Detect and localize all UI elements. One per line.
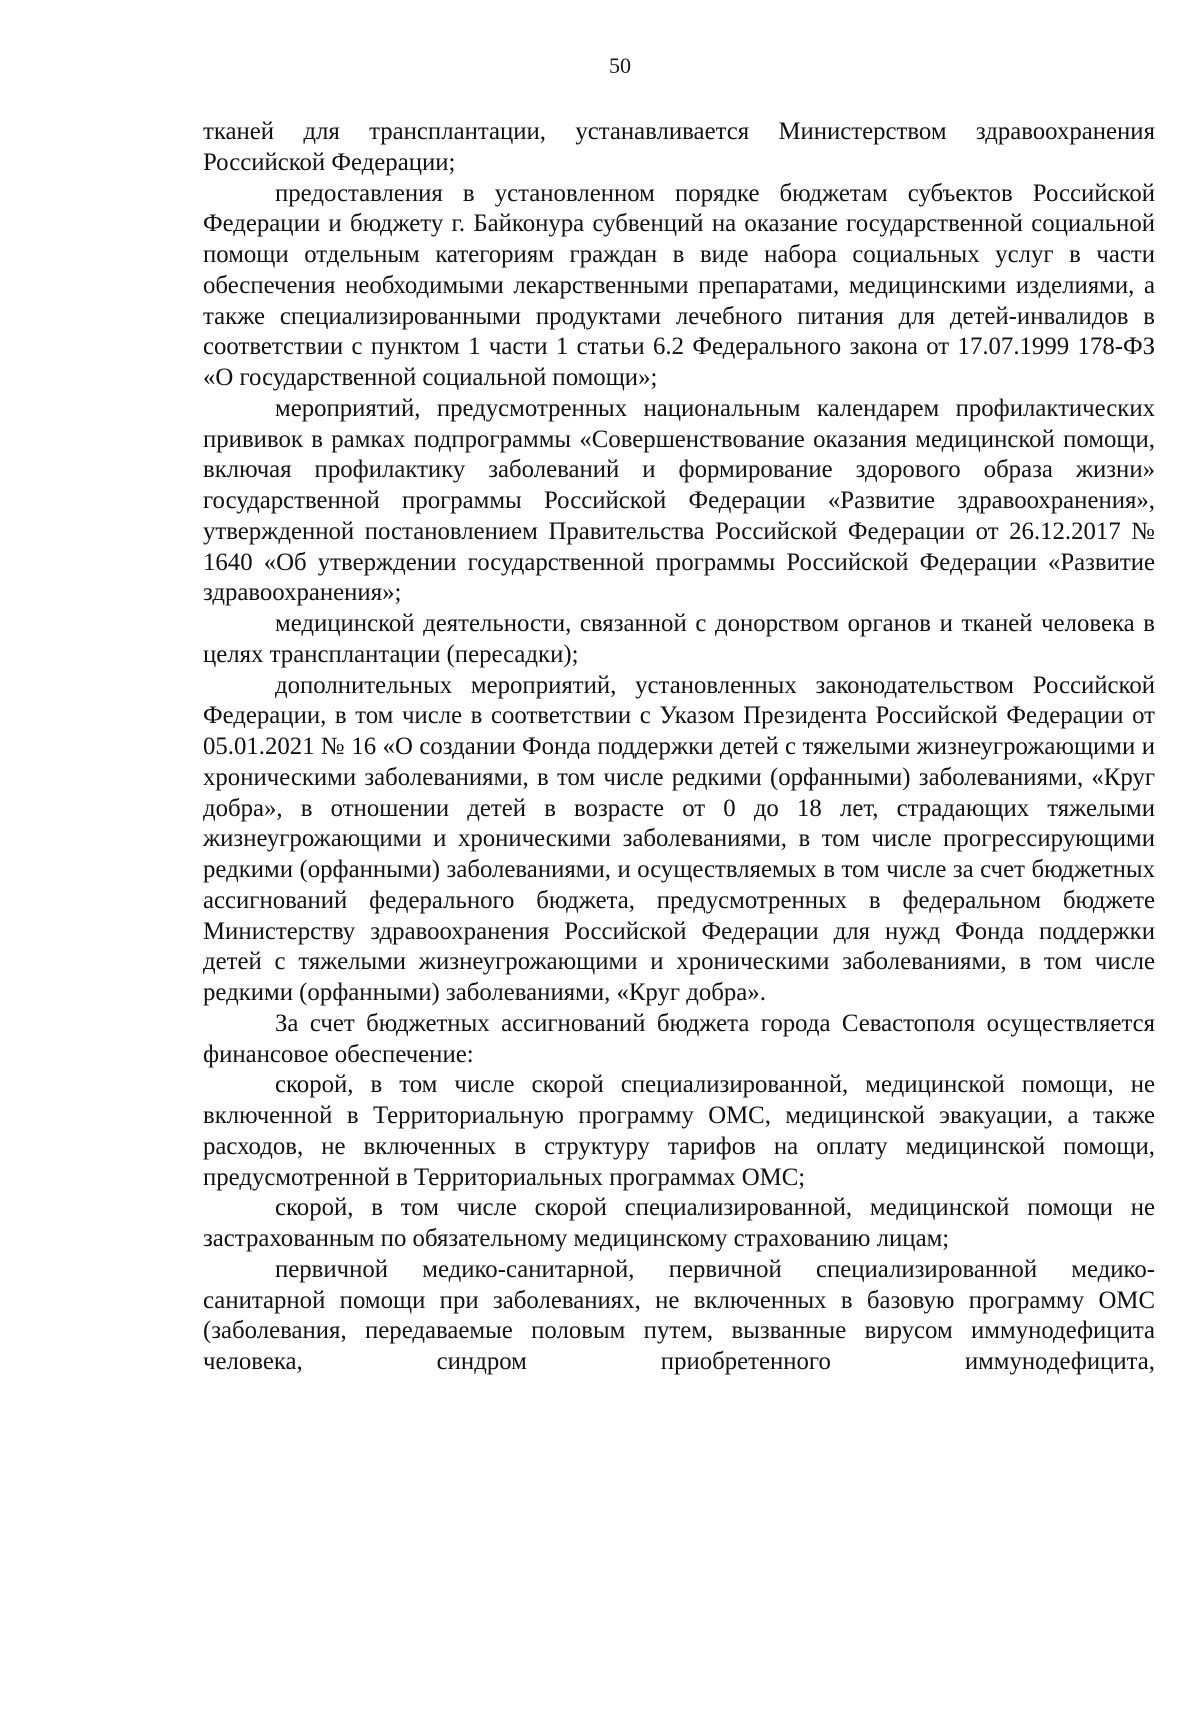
paragraph-uninsured-care: скорой, в том числе скорой специализированной, медицинской помощи не застрахованным по обязательному медицинскому страхованию лицам; xyxy=(203,1194,1155,1252)
paragraph-sevastopol-budget: За счет бюджетных ассигнований бюджета города Севастополя осуществляется финансовое обеспечение: xyxy=(203,1009,1155,1068)
paragraph-subventions: предоставления в установленном порядке бюджетам субъектов Российской Федерации и бюджету г. Байконура субвенций на оказание государственной социальной помощи отдельным категориям граждан в виде набора социальных услуг в части обеспечения необходимыми лекарственными препаратами, медицинскими изделиями, а также специализированными продуктами лечебного питания для детей-инвалидов в соответствии с пунктом 1 части 1 статьи 6.2 Федерального закона от 17.07.1999 178-ФЗ «О государственной социальной помощи»; xyxy=(203,179,1155,391)
paragraph-additional-measures: дополнительных мероприятий, установленных законодательством Российской Федерации, в том числе в соответствии с Указом Президента Российской Федерации от 05.01.2021 № 16 «О создании Фонда поддержки детей с тяжелыми жизнеугрожающими и хроническими заболеваниями, в том числе редкими (орфанными) заболеваниями, «Круг добра», в отношении детей в возрасте от 0 до 18 лет, страдающих тяжелыми жизнеугрожающими и хроническими заболеваниями, в том числе прогрессирующими редкими (орфанными) заболеваниями, и осуществляемых в том числе за счет бюджетных ассигнований федерального бюджета, предусмотренных в федеральном бюджете Министерству здравоохранения Российской Федерации для нужд Фонда поддержки детей с тяжелыми жизнеугрожающими и хроническими заболеваниями, в том числе редкими (орфанными) заболеваниями, «Круг добра». xyxy=(203,671,1155,1006)
page-number: 50 xyxy=(609,53,631,78)
paragraph-continuation: тканей для трансплантации, устанавливается Министерством здравоохранения Российской Федерации; xyxy=(203,118,1155,176)
paragraph-primary-care: первичной медико-санитарной, первичной специализированной медико-санитарной помощи при заболеваниях, не включенных в базовую программу ОМС (заболевания, передаваемые половым путем, вызванные вирусом иммунодефицита человека, синдром приобретенного иммунодефицита, xyxy=(203,1255,1155,1375)
paragraph-donorship: медицинской деятельности, связанной с донорством органов и тканей человека в целях трансплантации (пересадки); xyxy=(203,610,1155,668)
paragraph-vaccination: мероприятий, предусмотренных национальным календарем профилактических прививок в рамках подпрограммы «Совершенствование оказания медицинской помощи, включая профилактику заболеваний и формирование здорового образа жизни» государственной программы Российской Федерации «Развитие здравоохранения», утвержденной постановлением Правительства Российской Федерации от 26.12.2017 № 1640 «Об утверждении государственной программы Российской Федерации «Развитие здравоохранения»; xyxy=(203,394,1155,607)
document-body xyxy=(203,117,1155,1378)
paragraph-emergency-care: скорой, в том числе скорой специализированной, медицинской помощи, не включенной в Территориальную программу ОМС, медицинской эвакуации, а также расходов, не включенных в структуру тарифов на оплату медицинской помощи, предусмотренной в Территориальных программах ОМС; xyxy=(203,1071,1155,1191)
